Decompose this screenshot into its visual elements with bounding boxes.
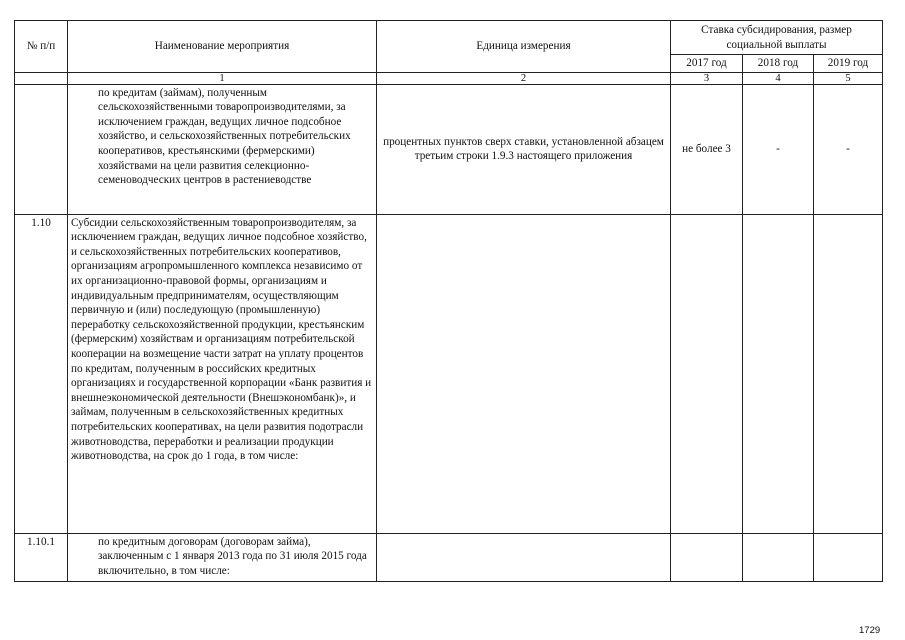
header-year-2018: 2018 год	[743, 55, 814, 73]
header-unit: Единица измерения	[377, 21, 671, 73]
header-name: Наименование мероприятия	[68, 21, 377, 73]
row-unit: процентных пунктов сверх ставки, установленной абзацем третьим строки 1.9.3 настоящего приложения	[377, 84, 671, 214]
table-row	[15, 84, 883, 214]
table-row	[15, 533, 883, 581]
row-name: Субсидии сельскохозяйственным товаропроизводителям, за исключением граждан, ведущих личное подсобное хозяйство, и сельскохозяйственных потребительских кооперативов, организациям агропромышленного комплекса независимо от их организационно-правовой формы, организациям и индивидуальным предпринимателям, осуществляющим первичную и (или) последующую (промышленную) переработку сельскохозяйственной продукции, крестьянским (фермерским) хозяйствам и организациям потребительской кооперации на возмещение части затрат на уплату процентов по кредитам, полученным в российских кредитных организациях и государственной корпорации «Банк развития и внешнеэкономической деятельности (Внешэкономбанк)», и займам, полученным в сельскохозяйственных кредитных потребительских кооперативах, на цели развития подотрасли животноводства, переработки и реализации продукции животноводства, на срок до 1 года, в том числе:	[68, 214, 377, 533]
row-value-2019	[814, 214, 883, 533]
row-value-2018	[743, 533, 814, 581]
column-number-row	[15, 72, 883, 84]
header-num: № п/п	[15, 21, 68, 73]
subsidy-table	[14, 20, 883, 582]
header-year-2019: 2019 год	[814, 55, 883, 73]
header-rate: Ставка субсидирования, размер социальной выплаты	[671, 21, 883, 55]
row-value-2018	[743, 214, 814, 533]
row-value-2017	[671, 533, 743, 581]
column-number: 5	[814, 72, 883, 84]
row-number: 1.10	[15, 214, 68, 533]
column-number: 1	[68, 72, 377, 84]
row-name: по кредитным договорам (договорам займа), заключенным с 1 января 2013 года по 31 июля 2015 года включительно, в том числе:	[68, 533, 377, 581]
row-number	[15, 84, 68, 214]
table-row	[15, 214, 883, 533]
row-value-2018: -	[743, 84, 814, 214]
column-number: 2	[377, 72, 671, 84]
column-number-spacer	[15, 72, 68, 84]
row-value-2019: -	[814, 84, 883, 214]
column-number: 3	[671, 72, 743, 84]
row-name: по кредитам (займам), полученным сельскохозяйственными товаропроизводителями, за исключением граждан, ведущих личное подсобное хозяйство, и сельскохозяйственных потребительских кооперативов, крестьянскими (фермерскими) хозяйствами на цели развития селекционно-семеноводческих центров в растениеводстве	[68, 84, 377, 214]
column-number: 4	[743, 72, 814, 84]
row-number: 1.10.1	[15, 533, 68, 581]
row-value-2019	[814, 533, 883, 581]
row-value-2017: не более 3	[671, 84, 743, 214]
page-number: 1729	[859, 625, 881, 636]
row-unit	[377, 533, 671, 581]
row-value-2017	[671, 214, 743, 533]
header-year-2017: 2017 год	[671, 55, 743, 73]
row-unit	[377, 214, 671, 533]
